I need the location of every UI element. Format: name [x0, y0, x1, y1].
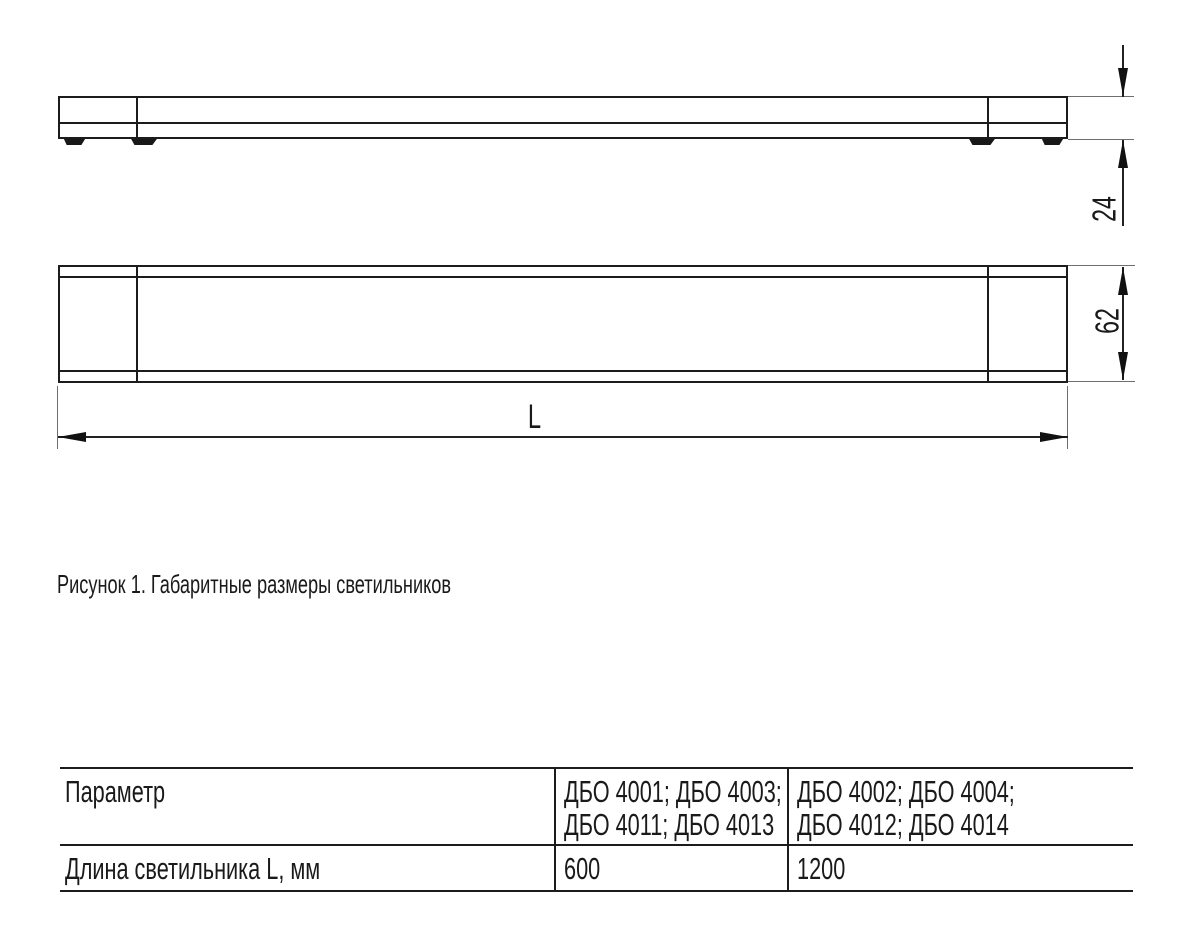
dimensions-table-wrap	[60, 767, 1133, 892]
mounting-clip	[130, 139, 158, 145]
arrowhead	[1118, 68, 1128, 96]
header-line: Параметр	[65, 774, 166, 809]
dimension-L-label: L	[527, 397, 541, 436]
front-view-right-endcap-line	[987, 265, 989, 383]
header-line: ДБО 4011; ДБО 4013	[564, 807, 775, 842]
figure-caption: Рисунок 1. Габаритные размеры светильников	[57, 569, 452, 599]
dimension-62-label: 62	[1088, 308, 1125, 334]
header-line: ДБО 4012; ДБО 4014	[797, 807, 1009, 842]
front-view-top-inner-line	[58, 276, 1068, 278]
header-line: ДБО 4002; ДБО 4004;	[797, 774, 1015, 809]
cell-length-1200: 1200	[788, 845, 1133, 891]
arrowhead	[1118, 140, 1128, 168]
dimensions-table	[60, 767, 1133, 892]
dimension-line	[58, 436, 1068, 438]
header-cell-models-1200	[788, 768, 1133, 845]
side-view-inner-line	[58, 122, 1068, 124]
table-data-row	[60, 845, 1133, 891]
side-view-left-endcap-line	[136, 96, 138, 139]
front-view-bottom-inner-line	[58, 370, 1068, 372]
cell-length-600: 600	[555, 845, 788, 891]
arrowhead	[58, 432, 86, 442]
extension-line	[1068, 381, 1135, 382]
header-line: ДБО 4001; ДБО 4003;	[564, 774, 782, 809]
dimension-24-label: 24	[1085, 196, 1122, 222]
extension-line	[1068, 265, 1135, 266]
front-view-left-endcap-line	[136, 265, 138, 383]
mounting-clip	[968, 139, 996, 145]
header-cell-parameter	[60, 768, 555, 845]
header-cell-models-600	[555, 768, 788, 845]
mounting-clip	[63, 139, 86, 145]
front-view-outline	[58, 265, 1068, 383]
cell-length-label: Длина светильника L, мм	[65, 851, 321, 886]
side-view-right-endcap-line	[987, 96, 989, 139]
arrowhead	[1040, 432, 1068, 442]
side-view-outline	[58, 96, 1068, 139]
arrowhead	[1118, 352, 1128, 380]
table-header-row	[60, 768, 1133, 845]
extension-line	[1068, 96, 1134, 97]
mounting-clip	[1041, 139, 1064, 145]
